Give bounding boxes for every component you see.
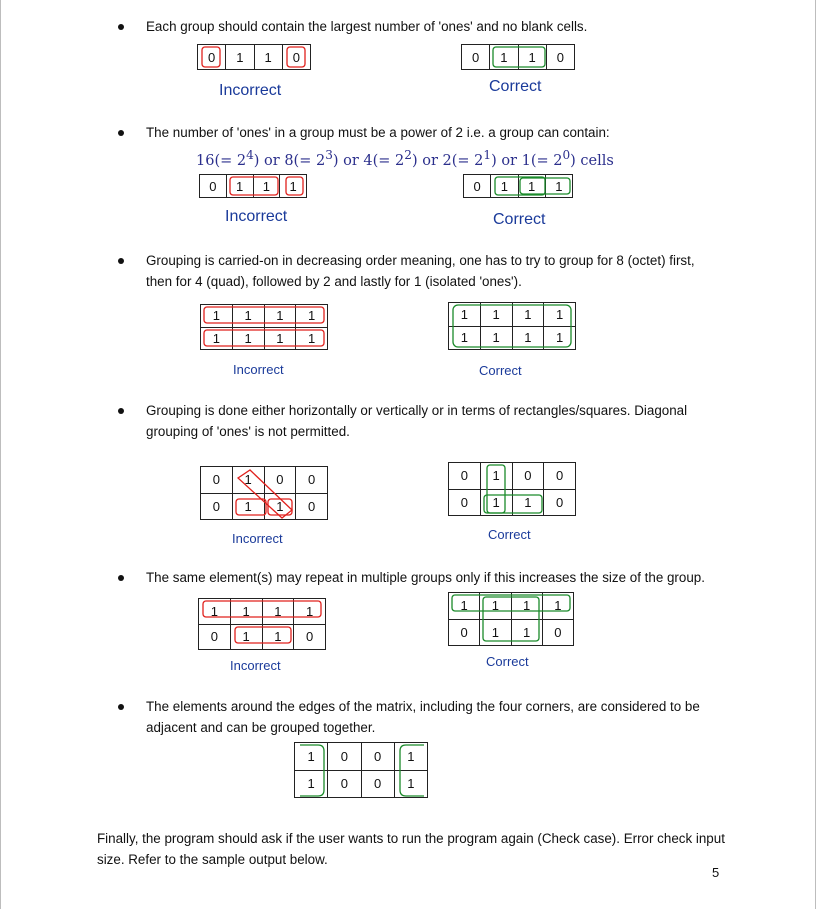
map-cell: 1 [449, 326, 481, 350]
map-cell: 0 [296, 467, 328, 494]
map-cell: 1 [232, 493, 264, 520]
map-cell: 1 [449, 593, 480, 620]
map-cell: 1 [518, 45, 546, 70]
map-cell: 1 [226, 175, 253, 198]
ex2-incorrect-groups [230, 177, 303, 195]
map-cell: 1 [480, 619, 511, 646]
map-cell: 1 [262, 599, 294, 625]
map-cell: 1 [280, 175, 307, 198]
map-cell: 1 [512, 303, 544, 327]
map-cell: 1 [294, 599, 326, 625]
map-cell: 1 [480, 303, 512, 327]
map-cell: 0 [264, 467, 296, 494]
ex3-incorrect-label: Incorrect [233, 362, 284, 377]
map-cell: 1 [544, 303, 576, 327]
map-cell: 1 [545, 175, 572, 198]
map-cell: 1 [491, 175, 518, 198]
ex4-incorrect-groups [236, 470, 292, 518]
power-of-two-formula: $16(= 2^4)$ or $8(= 2^3)$ or $4(= 2^2)$ or $2(= 2^1)$ or $1(= 2^0)$ cells [196, 148, 614, 169]
ex3-incorrect-groups [204, 307, 324, 346]
map-cell: 0 [201, 467, 233, 494]
map-cell: 1 [264, 305, 296, 328]
map-cell: 0 [544, 489, 576, 516]
map-cell: 0 [462, 45, 490, 70]
map-cell: 1 [490, 45, 518, 70]
map-cell: 1 [480, 463, 512, 490]
map-cell: 1 [296, 327, 328, 350]
map-cell: 1 [201, 305, 233, 328]
ex2-correct-groups [495, 177, 570, 195]
map-cell: 1 [295, 743, 328, 771]
map-cell: 1 [480, 593, 511, 620]
map-cell: 1 [253, 175, 280, 198]
map-cell: 1 [512, 489, 544, 516]
map-cell: 1 [295, 770, 328, 798]
map-cell: 0 [328, 770, 361, 798]
map-cell: 1 [232, 327, 264, 350]
map-cell: 1 [230, 599, 262, 625]
ex1-correct-label: Correct [489, 78, 542, 95]
ex1-incorrect-groups [202, 47, 305, 67]
map-cell: 1 [230, 624, 262, 650]
map-cell: 1 [199, 599, 231, 625]
map-cell: 1 [394, 743, 427, 771]
map-cell: 1 [262, 624, 294, 650]
map-cell: 0 [546, 45, 574, 70]
map-cell: 1 [480, 326, 512, 350]
map-cell: 1 [264, 493, 296, 520]
ex5-incorrect-label: Incorrect [230, 658, 281, 673]
map-cell: 0 [464, 175, 491, 198]
map-cell: 1 [511, 593, 542, 620]
map-cell: 1 [512, 326, 544, 350]
rule-6-text: The elements around the edges of the matrix, including the four corners, are considered to be adjacent and can be grouped together. [146, 699, 700, 735]
rule-4-text: Grouping is done either horizontally or vertically or in terms of rectangles/squares. Diagonal grouping of 'ones' is not permitted. [146, 403, 688, 439]
map-cell: 0 [542, 619, 573, 646]
map-cell: 1 [544, 326, 576, 350]
ex4-correct-groups [484, 465, 542, 513]
ex2-correct-label: Correct [493, 211, 546, 228]
map-cell: 1 [449, 303, 481, 327]
page-number: 5 [712, 865, 720, 880]
ex6-corner-groups [300, 745, 424, 796]
rule-2-text: The number of 'ones' in a group must be a power of 2 i.e. a group can contain: [146, 125, 610, 140]
map-cell: 1 [296, 305, 328, 328]
closing-paragraph: Finally, the program should ask if the user wants to run the program again (Check case). Error check input size. Refer to the sample output below. [97, 831, 725, 867]
map-cell: 0 [296, 493, 328, 520]
map-cell: 0 [201, 493, 233, 520]
ex1-incorrect-label: Incorrect [219, 82, 282, 99]
map-cell: 0 [449, 489, 481, 516]
map-cell: 1 [201, 327, 233, 350]
map-cell: 0 [361, 743, 394, 771]
map-cell: 0 [199, 624, 231, 650]
ex5-correct-label: Correct [486, 654, 529, 669]
map-cell: 1 [511, 619, 542, 646]
rule-5-text: The same element(s) may repeat in multiple groups only if this increases the size of the group. [146, 570, 705, 585]
map-cell: 1 [542, 593, 573, 620]
ex1-correct-groups [493, 47, 545, 67]
map-cell: 0 [449, 619, 480, 646]
ex4-incorrect-label: Incorrect [232, 531, 283, 546]
map-cell: 1 [232, 467, 264, 494]
map-cell: 1 [226, 45, 254, 70]
map-cell: 0 [512, 463, 544, 490]
ex3-correct-groups [453, 305, 571, 347]
rule-1-text: Each group should contain the largest number of 'ones' and no blank cells. [146, 19, 588, 34]
map-cell: 1 [264, 327, 296, 350]
map-cell: 1 [394, 770, 427, 798]
map-cell: 0 [544, 463, 576, 490]
ex5-incorrect-groups [203, 601, 321, 643]
ex3-correct-label: Correct [479, 363, 522, 378]
map-cell: 0 [328, 743, 361, 771]
map-cell: 0 [200, 175, 227, 198]
map-cell: 0 [282, 45, 310, 70]
map-cell: 0 [198, 45, 226, 70]
map-cell: 1 [232, 305, 264, 328]
map-cell: 1 [254, 45, 282, 70]
map-cell: 0 [361, 770, 394, 798]
ex2-incorrect-label: Incorrect [225, 208, 288, 225]
map-cell: 0 [449, 463, 481, 490]
ex4-correct-label: Correct [488, 527, 531, 542]
map-cell: 0 [294, 624, 326, 650]
map-cell: 1 [480, 489, 512, 516]
map-cell: 1 [518, 175, 545, 198]
ex5-correct-groups [452, 595, 570, 641]
rule-3-text: Grouping is carried-on in decreasing order meaning, one has to try to group for 8 (octet) first, then for 4 (quad), followed by 2 and lastly for 1 (isolated 'ones'). [146, 253, 695, 289]
